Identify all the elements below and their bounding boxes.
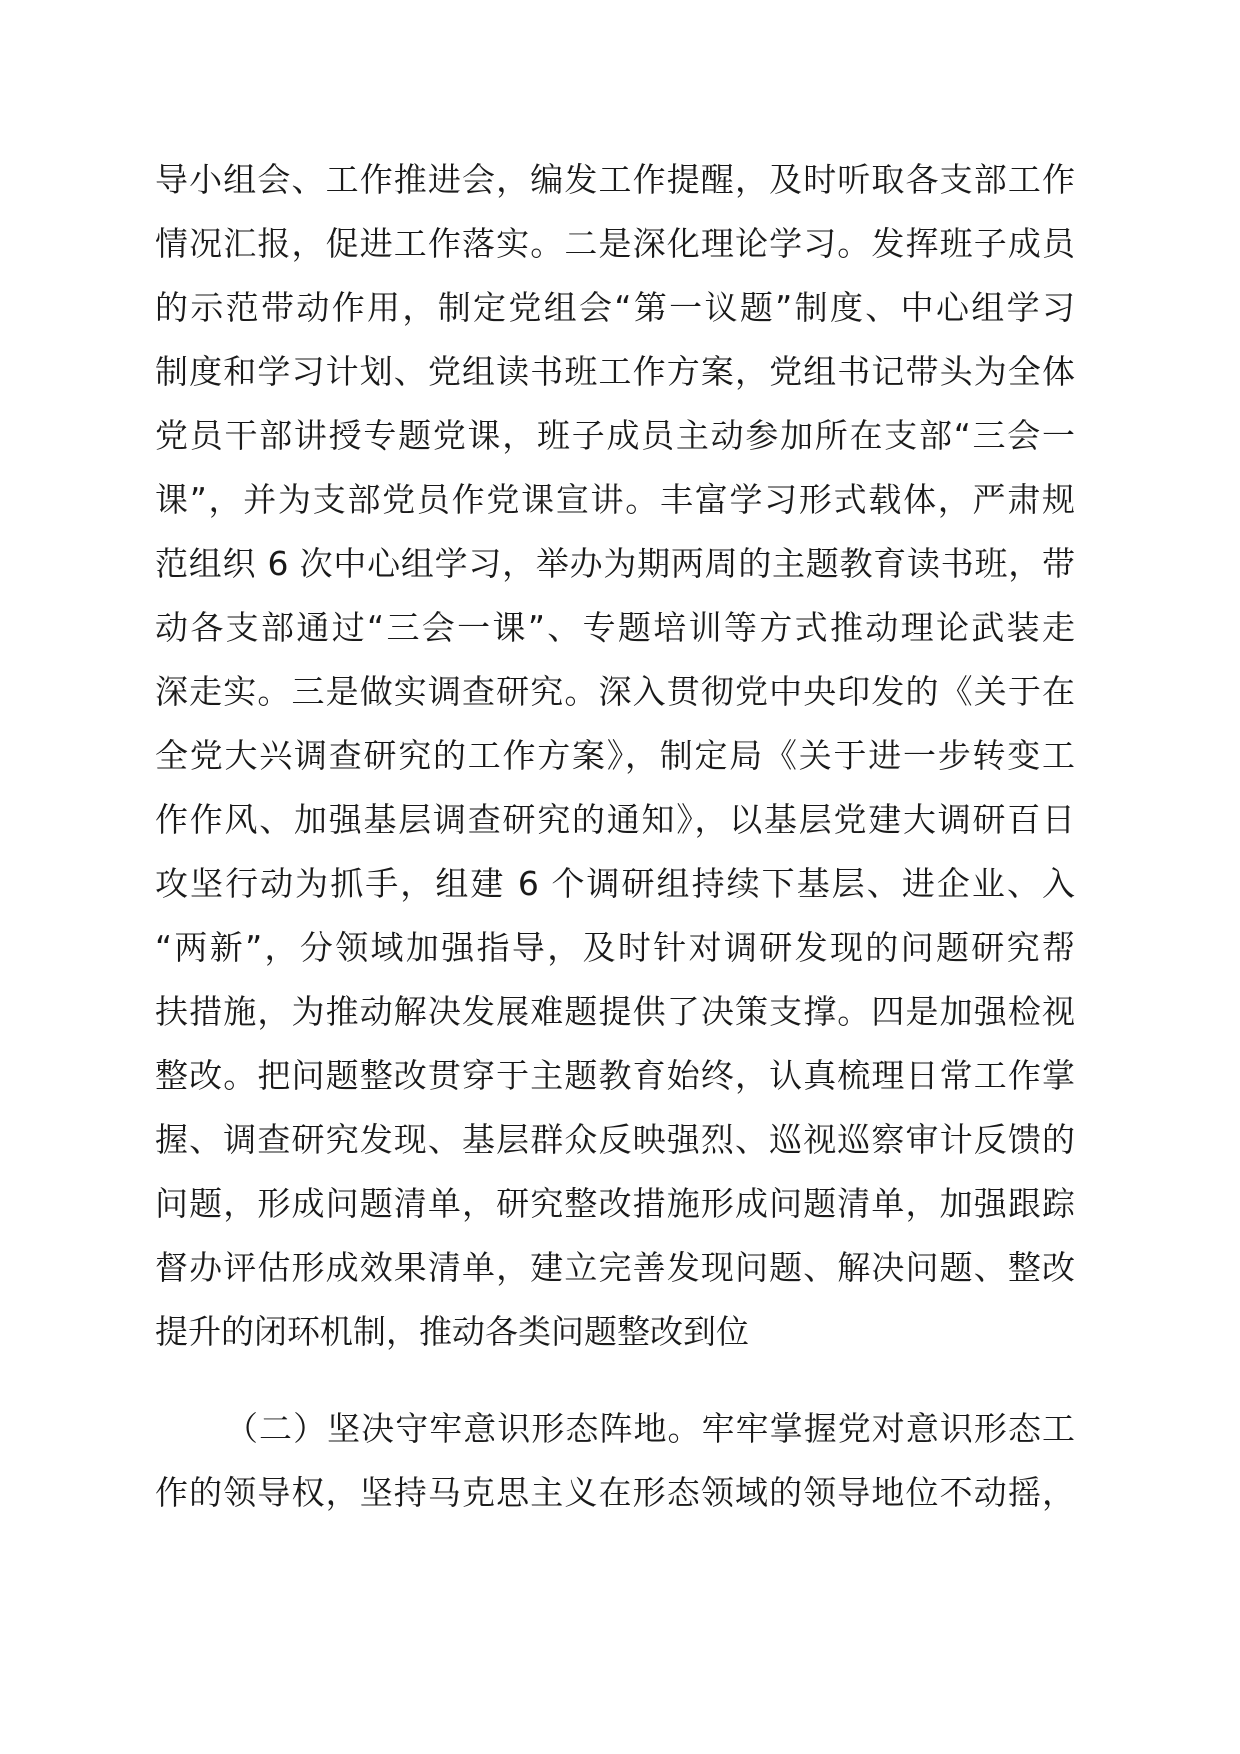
paragraph-line: 导小组会、工作推进会，编发工作提醒，及时听取各支部工作 [155, 160, 1075, 199]
paragraph-line: 的示范带动作用，制定党组会“第一议题”制度、中心组学习 [155, 288, 1075, 327]
paragraph-line: 扶措施，为推动解决发展难题提供了决策支撑。四是加强检视 [155, 992, 1075, 1031]
section-paragraph [155, 1397, 1075, 1525]
paragraph-line: “两新”，分领域加强指导，及时针对调研发现的问题研究帮 [155, 928, 1075, 967]
paragraph-line: 课”，并为支部党员作党课宣讲。丰富学习形式载体，严肃规 [155, 480, 1075, 519]
paragraph-line: 作作风、加强基层调查研究的通知》，以基层党建大调研百日 [155, 800, 1075, 839]
paragraph-line: 深走实。三是做实调查研究。深入贯彻党中央印发的《关于在 [155, 672, 1075, 711]
paragraph-line: 党员干部讲授专题党课，班子成员主动参加所在支部“三会一 [155, 416, 1075, 455]
paragraph-line: 作的领导权，坚持马克思主义在形态领域的领导地位不动摇， [155, 1473, 1075, 1512]
paragraph-line: 督办评估形成效果清单，建立完善发现问题、解决问题、整改 [155, 1248, 1075, 1287]
paragraph-line: 制度和学习计划、党组读书班工作方案，党组书记带头为全体 [155, 352, 1075, 391]
paragraph-line: 攻坚行动为抓手，组建 6 个调研组持续下基层、进企业、入 [155, 864, 1075, 903]
paragraph-line: 整改。把问题整改贯穿于主题教育始终，认真梳理日常工作掌 [155, 1056, 1075, 1095]
paragraph-line: 问题，形成问题清单，研究整改措施形成问题清单，加强跟踪 [155, 1184, 1075, 1223]
paragraph-line: 全党大兴调查研究的工作方案》，制定局《关于进一步转变工 [155, 736, 1075, 775]
paragraph-line: 提升的闭环机制，推动各类问题整改到位 [155, 1312, 749, 1351]
section-heading-line: （二）坚决守牢意识形态阵地。牢牢掌握党对意识形态工 [225, 1409, 1075, 1448]
body-paragraph [155, 148, 1075, 1364]
paragraph-line: 范组织 6 次中心组学习，举办为期两周的主题教育读书班，带 [155, 544, 1075, 583]
paragraph-line: 动各支部通过“三会一课”、专题培训等方式推动理论武装走 [155, 608, 1075, 647]
paragraph-line: 握、调查研究发现、基层群众反映强烈、巡视巡察审计反馈的 [155, 1120, 1075, 1159]
paragraph-line: 情况汇报，促进工作落实。二是深化理论学习。发挥班子成员 [155, 224, 1075, 263]
